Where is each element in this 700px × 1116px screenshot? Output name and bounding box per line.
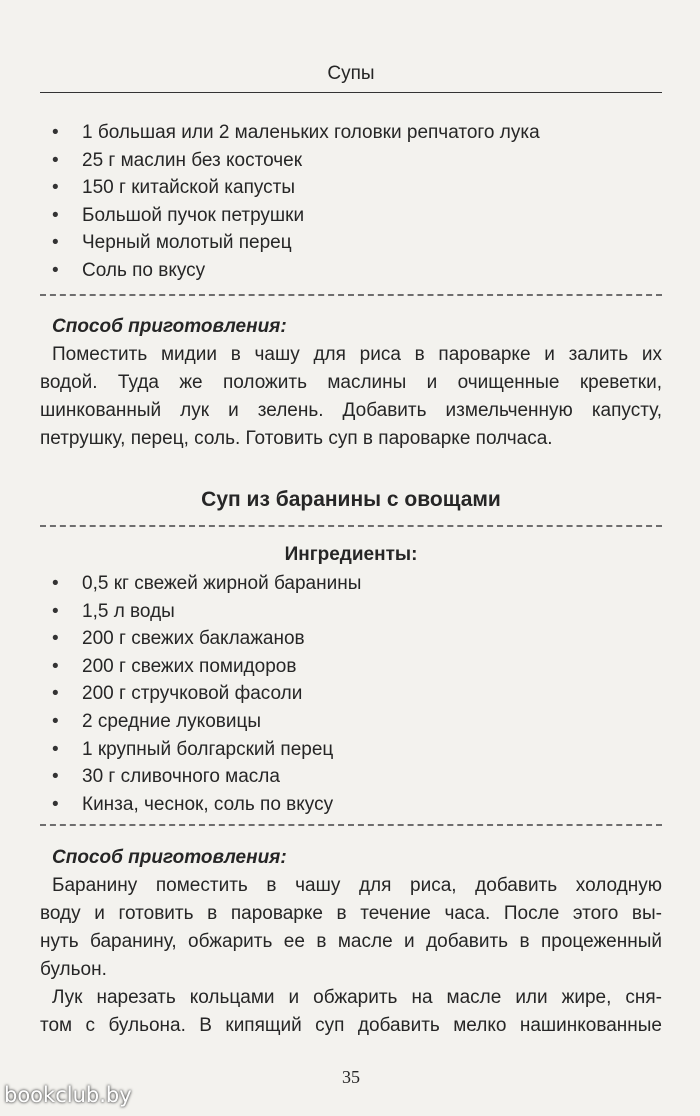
list-item: • 200 г свежих помидоров: [42, 653, 667, 681]
list-item: • Большой пучок петрушки: [42, 202, 667, 230]
ingredients-list-1: [42, 119, 667, 285]
header-rule: [40, 92, 662, 93]
list-item: • 30 г сливочного масла: [42, 763, 667, 791]
paragraph-line: Лук нарезать кольцами и обжарить на масле или жире, сня-: [52, 987, 662, 1008]
page-number: 35: [342, 1067, 360, 1087]
ingredients-list-2: [42, 570, 667, 818]
list-item: • 1,5 л воды: [42, 598, 667, 626]
method-paragraph-2: [40, 872, 662, 984]
list-item: • 1 большая или 2 маленьких головки репчатого лука: [42, 119, 667, 147]
method-paragraph-1: [40, 341, 662, 453]
dotted-divider: [40, 294, 662, 296]
method-label: Способ приготовления:: [52, 847, 287, 868]
paragraph-line: водой. Туда же положить маслины и очищенные креветки,: [40, 372, 662, 393]
list-item: • 150 г китайской капусты: [42, 174, 667, 202]
list-item: • 25 г маслин без косточек: [42, 147, 667, 175]
list-item: • Кинза, чеснок, соль по вкусу: [42, 791, 667, 819]
method-label: Способ приготовления:: [52, 316, 287, 337]
paragraph-line: петрушку, перец, соль. Готовить суп в пароварке полчаса.: [40, 428, 553, 449]
dotted-divider: [40, 525, 662, 527]
dotted-divider: [40, 824, 662, 826]
list-item: • 2 средние луковицы: [42, 708, 667, 736]
method-paragraph-3: [40, 984, 662, 1040]
list-item: • 1 крупный болгарский перец: [42, 736, 667, 764]
paragraph-line: Поместить мидии в чашу для риса в пароварке и залить их: [52, 344, 662, 365]
paragraph-line: воду и готовить в пароварке в течение часа. После этого вы-: [40, 903, 662, 924]
list-item: • 0,5 кг свежей жирной баранины: [42, 570, 667, 598]
running-head: Супы: [327, 63, 375, 84]
list-item: • Соль по вкусу: [42, 257, 667, 285]
list-item: • 200 г свежих баклажанов: [42, 625, 667, 653]
paragraph-line: том с бульона. В кипящий суп добавить мелко нашинкованные: [40, 1015, 662, 1036]
paragraph-line: шинкованный лук и зелень. Добавить измельченную капусту,: [40, 400, 662, 421]
list-item: • Черный молотый перец: [42, 229, 667, 257]
list-item: • 200 г стручковой фасоли: [42, 680, 667, 708]
paragraph-line: бульон.: [40, 959, 107, 980]
ingredients-heading: Ингредиенты:: [284, 544, 418, 565]
watermark: bookclub.by: [4, 1083, 132, 1107]
paragraph-line: Баранину поместить в чашу для риса, добавить холодную: [52, 875, 662, 896]
paragraph-line: нуть баранину, обжарить ее в масле и добавить в процеженный: [40, 931, 662, 952]
recipe-title: Суп из баранины с овощами: [201, 488, 501, 511]
